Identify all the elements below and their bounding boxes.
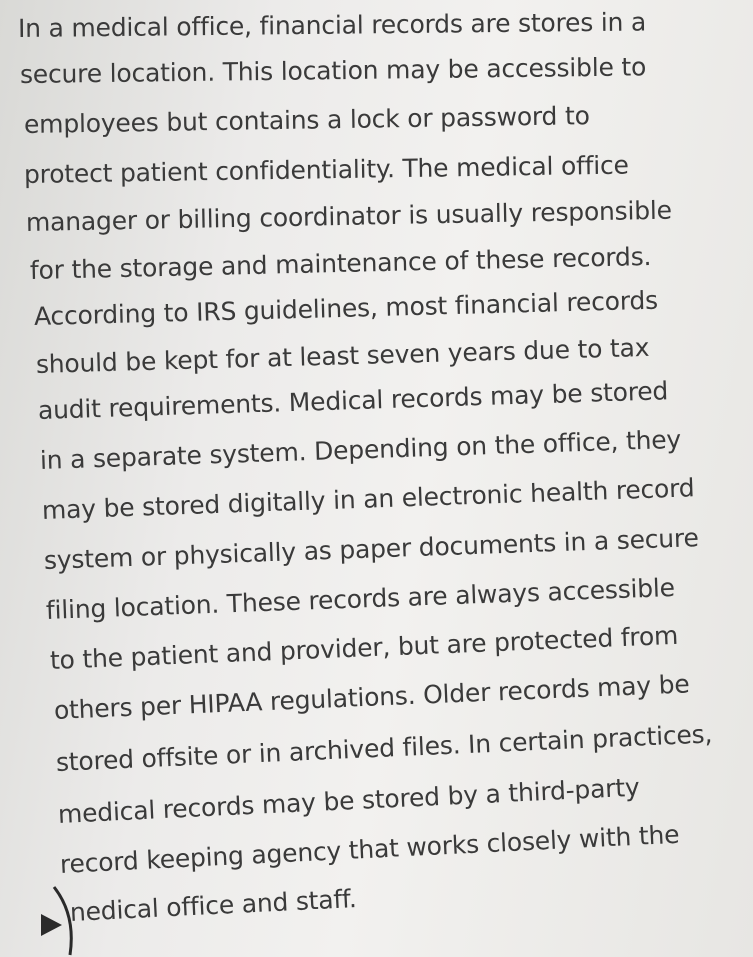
text-line: In a medical office, financial records are stores in a — [17, 7, 647, 43]
text-line: secure location. This location may be accessible to — [19, 52, 647, 89]
text-line: stored offsite or in archived files. In certain practices, — [55, 719, 713, 777]
text-line: system or physically as paper documents in a secure — [43, 523, 700, 575]
text-line: filing location. These records are always accessible — [45, 572, 676, 625]
text-line: to the patient and provider, but are protected from — [49, 620, 679, 675]
text-line: should be kept for at least seven years due to tax — [35, 332, 650, 379]
text-line: employees but contains a lock or password to — [23, 101, 590, 139]
text-line: protect patient confidentiality. The medical office — [23, 150, 629, 189]
text-line: audit requirements. Medical records may be stored — [37, 376, 669, 425]
text-line: others per HIPAA regulations. Older records may be — [53, 669, 691, 725]
text-line: According to IRS guidelines, most financial records — [33, 285, 659, 331]
text-line: for the storage and maintenance of these records. — [29, 241, 652, 285]
text-line: manager or billing coordinator is usually responsible — [25, 195, 673, 237]
text-line: nedical office and staff. — [69, 884, 358, 927]
text-line: may be stored digitally in an electronic health record — [41, 473, 695, 525]
text-line: in a separate system. Depending on the office, they — [39, 424, 682, 475]
text-line: medical records may be stored by a third-party — [57, 772, 641, 829]
play-icon[interactable] — [38, 912, 64, 938]
text-line: record keeping agency that works closely with the — [59, 819, 680, 879]
